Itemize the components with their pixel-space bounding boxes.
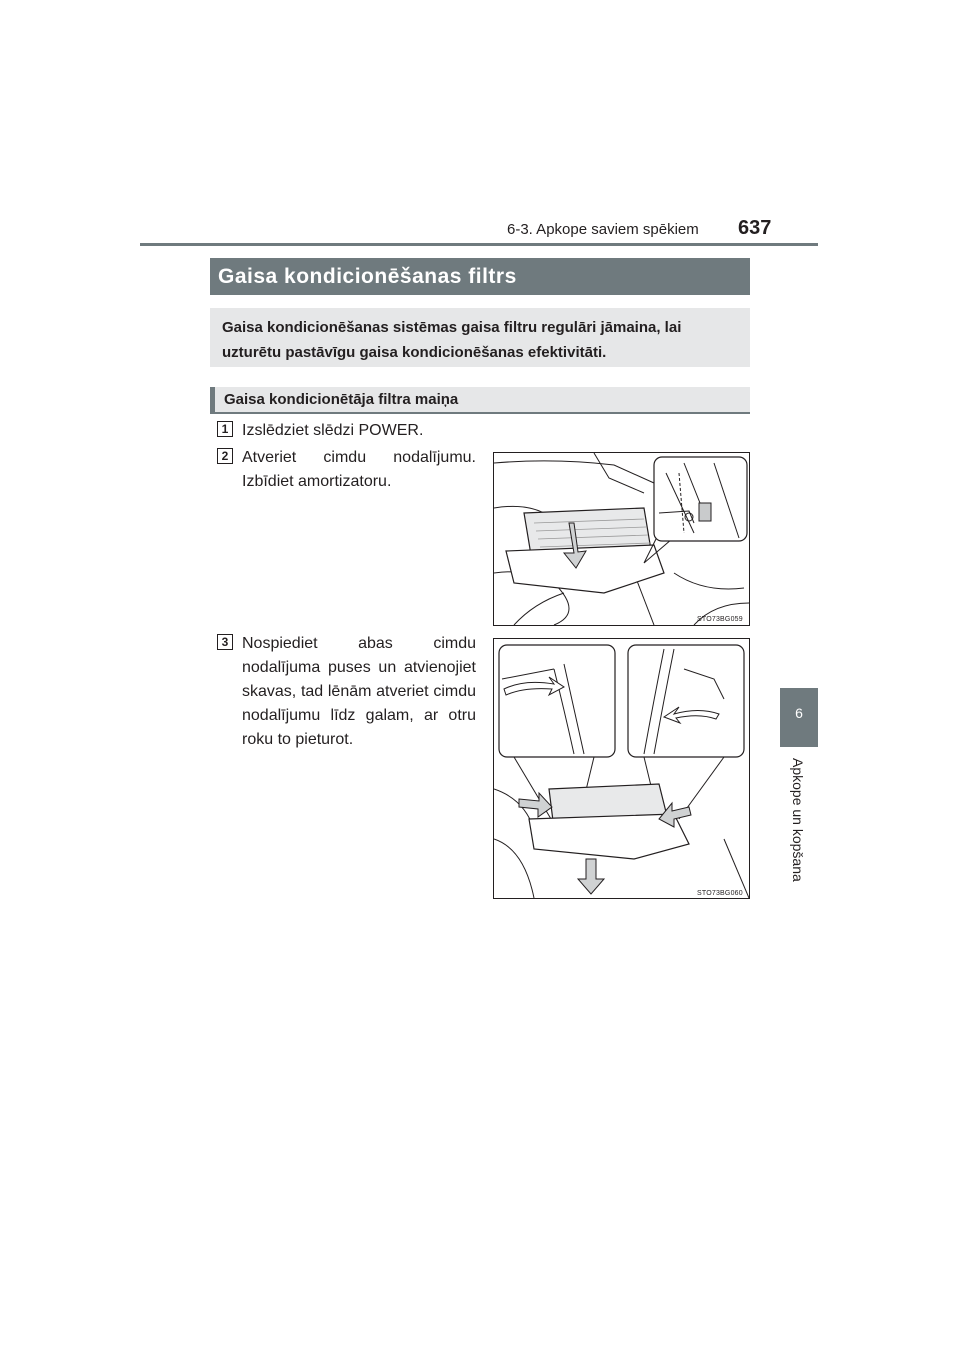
section-title-bar — [210, 258, 750, 295]
figure-glovebox-release — [493, 638, 750, 899]
step-number-1: 1 — [217, 421, 233, 437]
figure-code-2: STO73BG060 — [697, 890, 743, 897]
step-text-1: Izslēdziet slēdzi POWER. — [242, 422, 424, 439]
section-title: Gaisa kondicionēšanas filtrs — [218, 264, 517, 288]
figure-code-1: STO73BG059 — [697, 616, 743, 623]
right-detail-callout — [628, 645, 744, 757]
glovebox-open-illustration — [494, 453, 749, 625]
glovebox-release-illustration — [494, 639, 749, 898]
intro-box: Gaisa kondicionēšanas sistēmas gaisa filtru regulāri jāmaina, lai uzturētu pastāvīgu gaisa kondicionēšanas efektivitāti. — [210, 308, 750, 367]
step-number-3: 3 — [217, 634, 233, 650]
subsection-heading: Gaisa kondicionētāja filtra maiņa — [210, 387, 750, 414]
push-left-arrow-icon — [519, 793, 552, 817]
down-arrow-icon — [578, 859, 604, 894]
header-rule — [140, 243, 818, 246]
page-number: 637 — [738, 217, 772, 239]
figure-glovebox-open — [493, 452, 750, 626]
step-text-3: Nospiediet abas cimdu nodalījuma puses un atvienojiet skavas, tad lēnām atveriet cimdu nodalījumu līdz galam, ar otru roku to pieturot. — [242, 635, 476, 748]
step-text-2: Atveriet cimdu nodalījumu. Izbīdiet amortizatoru. — [242, 449, 476, 490]
header-section-title: 6-3. Apkope saviem spēkiem — [507, 221, 699, 238]
detail-callout — [654, 457, 747, 541]
chapter-tab-number: 6 — [795, 705, 803, 721]
step-number-2: 2 — [217, 448, 233, 464]
chapter-tab-label: Apkope un kopšana — [790, 758, 806, 882]
left-detail-callout — [499, 645, 615, 757]
